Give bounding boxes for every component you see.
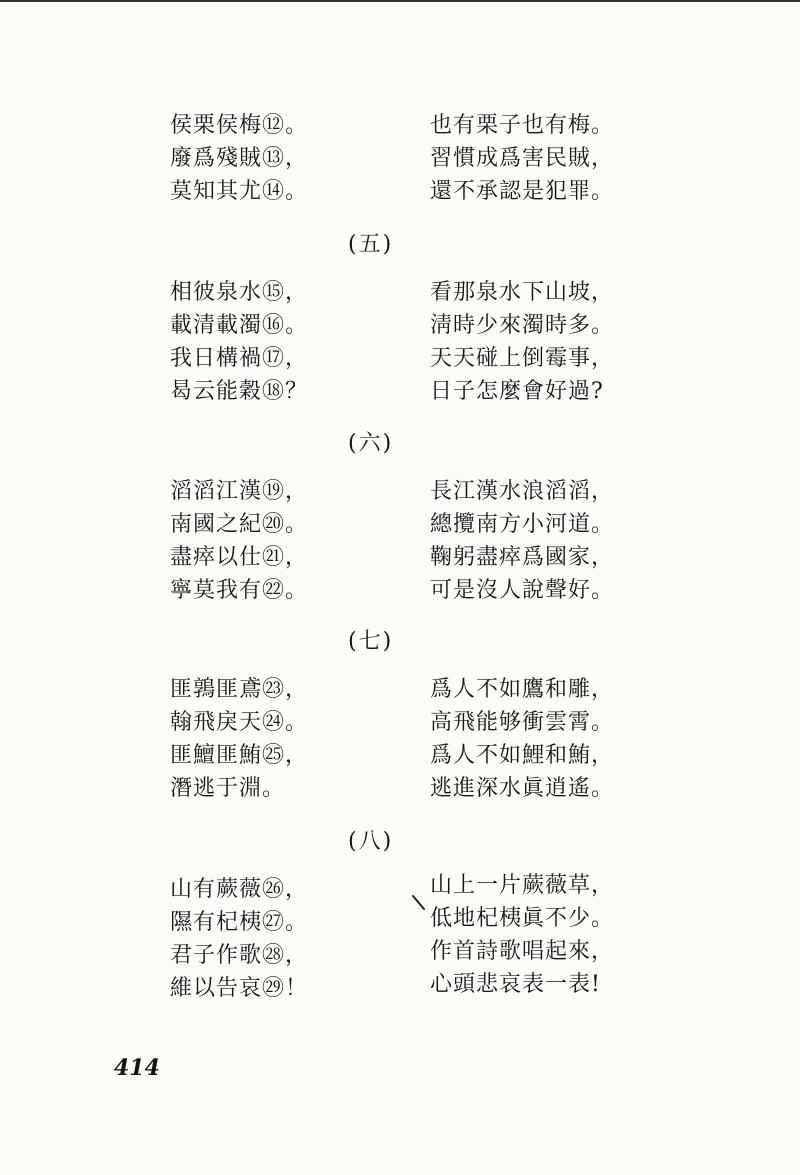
original-line: 南國之紀⑳。 xyxy=(170,512,309,537)
translation-line: 習慣成爲害民賊， xyxy=(430,146,615,171)
translation-line: 淸時少來濁時多。 xyxy=(430,313,615,338)
translation-line: 爲人不如鷹和雕， xyxy=(430,677,615,702)
translation-line: 日子怎麼會好過? xyxy=(430,379,604,404)
page-number: 414 xyxy=(114,1055,160,1081)
stanza-heading: (七) xyxy=(348,629,394,654)
translation-line: 低地杞桋眞不少。 xyxy=(430,906,615,931)
original-line: 盡瘁以仕㉑， xyxy=(170,545,309,570)
original-line: 莫知其尤⑭。 xyxy=(170,179,309,204)
translation-line: 心頭悲哀表一表! xyxy=(430,972,601,997)
stanza-heading: (八) xyxy=(348,829,394,854)
original-line: 君子作歌㉘， xyxy=(170,943,309,968)
stanza-heading: (六) xyxy=(348,431,394,456)
translation-line: 長江漢水浪滔滔， xyxy=(430,479,615,504)
translation-line: 還不承認是犯罪。 xyxy=(430,179,615,204)
original-line: 我日構禍⑰， xyxy=(170,346,309,371)
translation-line: 總攬南方小河道。 xyxy=(430,512,615,537)
translation-line: 高飛能够衝雲霄。 xyxy=(430,710,615,735)
translation-line: 作首詩歌唱起來， xyxy=(430,939,615,964)
pencil-stroke-mark xyxy=(410,893,430,913)
original-line: 山有蕨薇㉖， xyxy=(170,877,309,902)
original-line: 曷云能穀⑱？ xyxy=(170,379,309,404)
original-line: 載清載濁⑯。 xyxy=(170,313,309,338)
translation-line: 看那泉水下山坡， xyxy=(430,280,615,305)
translation-line: 也有栗子也有梅。 xyxy=(430,113,615,138)
translation-line: 山上一片蕨薇草， xyxy=(430,873,615,898)
original-line: 匪鱣匪鮪㉕， xyxy=(170,743,309,768)
translation-line: 可是沒人說聲好。 xyxy=(430,578,615,603)
original-line: 滔滔江漢⑲， xyxy=(170,479,309,504)
translation-line: 逃進深水眞逍遙。 xyxy=(430,776,615,801)
original-line: 廢爲殘賊⑬， xyxy=(170,146,309,171)
original-line: 翰飛戾天㉔。 xyxy=(170,710,309,735)
translation-line: 鞠躬盡瘁爲國家， xyxy=(430,545,615,570)
original-line: 隰有杞桋㉗。 xyxy=(170,910,309,935)
top-border-rule xyxy=(0,0,800,2)
original-line: 潛逃于淵。 xyxy=(170,776,286,801)
original-line: 維以告哀㉙！ xyxy=(170,976,309,1001)
translation-line: 天天碰上倒霉事， xyxy=(430,346,615,371)
original-line: 匪鶉匪鳶㉓， xyxy=(170,677,309,702)
translation-line: 爲人不如鯉和鮪， xyxy=(430,743,615,768)
original-line: 相彼泉水⑮， xyxy=(170,280,309,305)
stanza-heading: (五) xyxy=(348,232,394,257)
original-line: 寧莫我有㉒。 xyxy=(170,578,309,603)
original-line: 侯栗侯梅⑫。 xyxy=(170,113,309,138)
